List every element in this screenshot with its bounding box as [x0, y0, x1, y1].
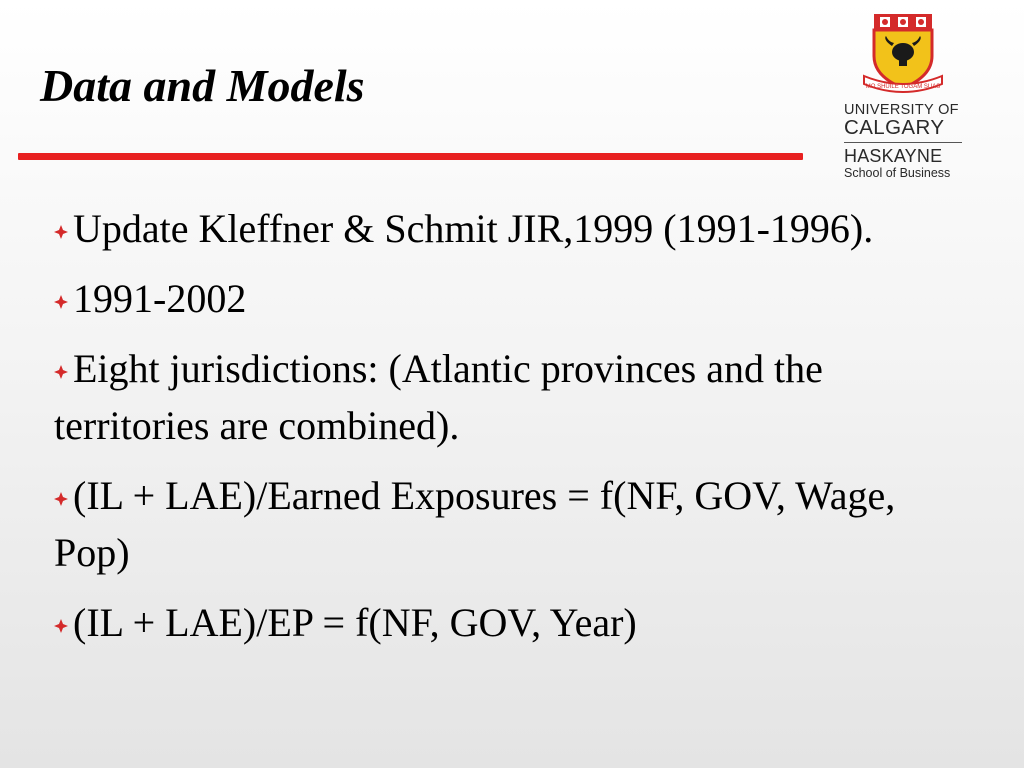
bullet-item [54, 340, 914, 454]
bullet-item [54, 594, 914, 651]
logo-calgary: CALGARY [844, 116, 945, 139]
logo-school-of-business: School of Business [844, 166, 951, 180]
bullet-item [54, 200, 914, 257]
bullet-text: 1991-2002 [73, 276, 247, 321]
university-logo [838, 12, 968, 184]
red-diamond-flourish-icon [54, 365, 68, 379]
slide-title: Data and Models [40, 60, 365, 111]
red-diamond-flourish-icon [54, 619, 68, 633]
bullet-text: (IL + LAE)/EP = f(NF, GOV, Year) [73, 600, 637, 645]
bullet-list [54, 200, 914, 664]
title-underline [18, 153, 803, 160]
bullet-text: Update Kleffner & Schmit JIR,1999 (1991-1996). [73, 206, 874, 251]
red-diamond-flourish-icon [54, 295, 68, 309]
red-diamond-flourish-icon [54, 492, 68, 506]
university-crest-icon [860, 12, 946, 100]
bullet-text: Eight jurisdictions: (Atlantic provinces and the territories are combined). [54, 346, 823, 448]
red-diamond-flourish-icon [54, 225, 68, 239]
logo-haskayne: HASKAYNE [844, 146, 943, 166]
bullet-item [54, 270, 914, 327]
logo-divider [844, 142, 962, 143]
bullet-item [54, 467, 914, 581]
logo-motto: MO SHÙILE TOGAM SUAS [865, 84, 941, 90]
logo-university-of: UNIVERSITY OF [844, 102, 959, 118]
bullet-text: (IL + LAE)/Earned Exposures = f(NF, GOV, Wage, Pop) [54, 473, 896, 575]
